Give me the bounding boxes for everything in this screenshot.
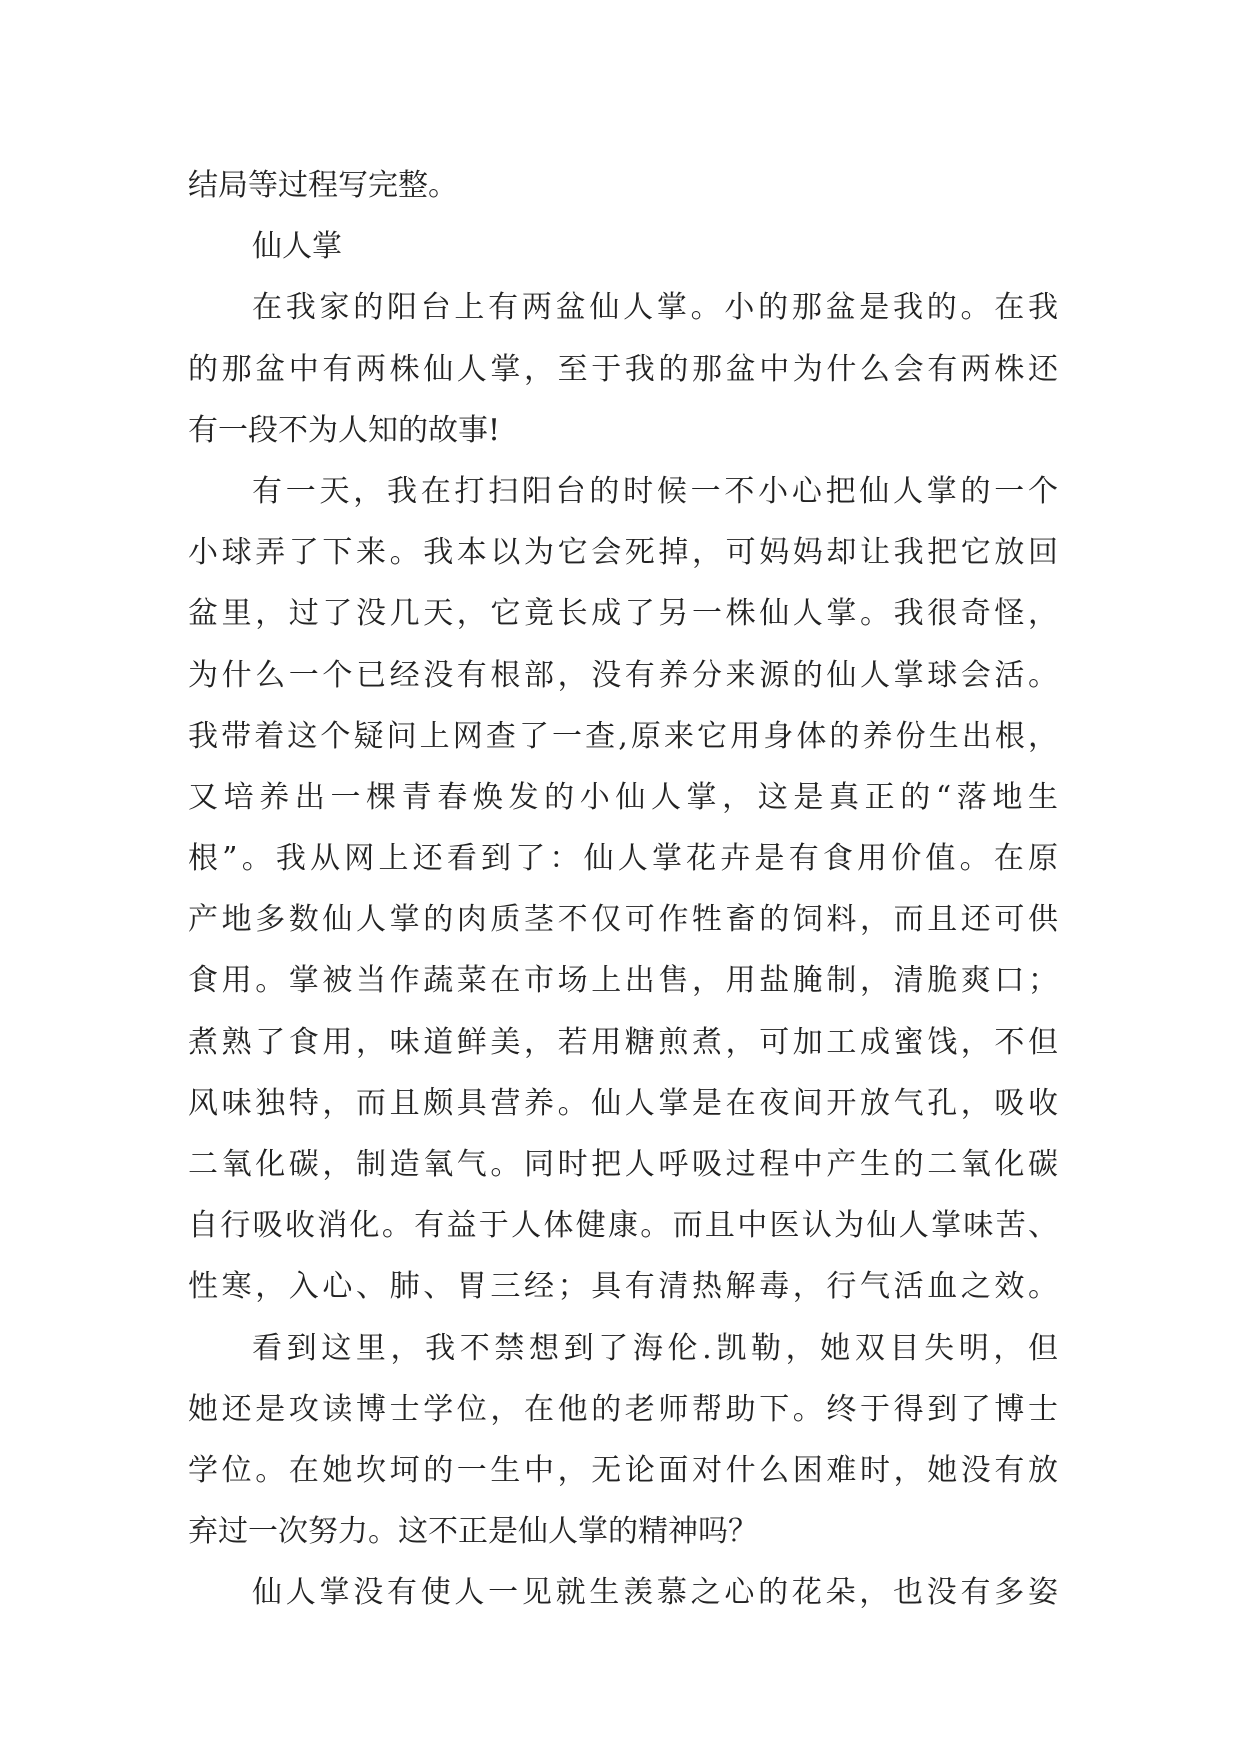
paragraph-line: 我带着这个疑问上网查了一查,原来它用身体的养份生出根， [188,718,1058,754]
paragraph-line: 学位。在她坎坷的一生中，无论面对什么困难时，她没有放 [188,1452,1058,1488]
paragraph-line: 的那盆中有两株仙人掌，至于我的那盆中为什么会有两株还 [188,351,1058,387]
paragraph-line: 小球弄了下来。我本以为它会死掉，可妈妈却让我把它放回 [188,535,1058,571]
paragraph-line: 煮熟了食用，味道鲜美，若用糖煎煮，可加工成蜜饯，不但 [188,1024,1058,1060]
text-line: 结局等过程写完整。 [188,168,458,203]
paragraph-line: 风味独特，而且颇具营养。仙人掌是在夜间开放气孔，吸收 [188,1085,1058,1121]
paragraph-line: 盆里，过了没几天，它竟长成了另一株仙人掌。我很奇怪， [188,596,1058,632]
article-body [188,155,1058,1624]
paragraph-line: 性寒，入心、肺、胃三经；具有清热解毒，行气活血之效。 [188,1269,1058,1305]
paragraph-line: 食用。掌被当作蔬菜在市场上出售，用盐腌制，清脆爽口； [188,963,1058,999]
paragraph-line: 看到这里，我不禁想到了海伦.凯勒，她双目失明，但 [252,1330,1058,1366]
paragraph-line: 二氧化碳，制造氧气。同时把人呼吸过程中产生的二氧化碳 [188,1147,1058,1182]
paragraph-line: 根”。我从网上还看到了：仙人掌花卉是有食用价值。在原 [188,841,1058,877]
paragraph-line: 弃过一次努力。这不正是仙人掌的精神吗？ [188,1514,758,1550]
paragraph-line: 自行吸收消化。有益于人体健康。而且中医认为仙人掌味苦、 [188,1208,1058,1244]
paragraph-line: 有一天，我在打扫阳台的时候一不小心把仙人掌的一个 [252,473,1058,509]
paragraph-line: 产地多数仙人掌的肉质茎不仅可作牲畜的饲料，而且还可供 [188,902,1058,938]
paragraph-line: 为什么一个已经没有根部，没有养分来源的仙人掌球会活。 [188,657,1058,693]
article-title: 仙人掌 [252,229,342,265]
paragraph-line: 在我家的阳台上有两盆仙人掌。小的那盆是我的。在我 [252,290,1058,326]
paragraph-line: 仙人掌没有使人一见就生羡慕之心的花朵，也没有多姿 [252,1575,1058,1611]
paragraph-line: 有一段不为人知的故事! [188,412,501,448]
paragraph-line: 她还是攻读博士学位，在他的老师帮助下。终于得到了博士 [188,1391,1058,1427]
paragraph-line: 又培养出一棵青春焕发的小仙人掌，这是真正的“落地生 [188,779,1058,815]
